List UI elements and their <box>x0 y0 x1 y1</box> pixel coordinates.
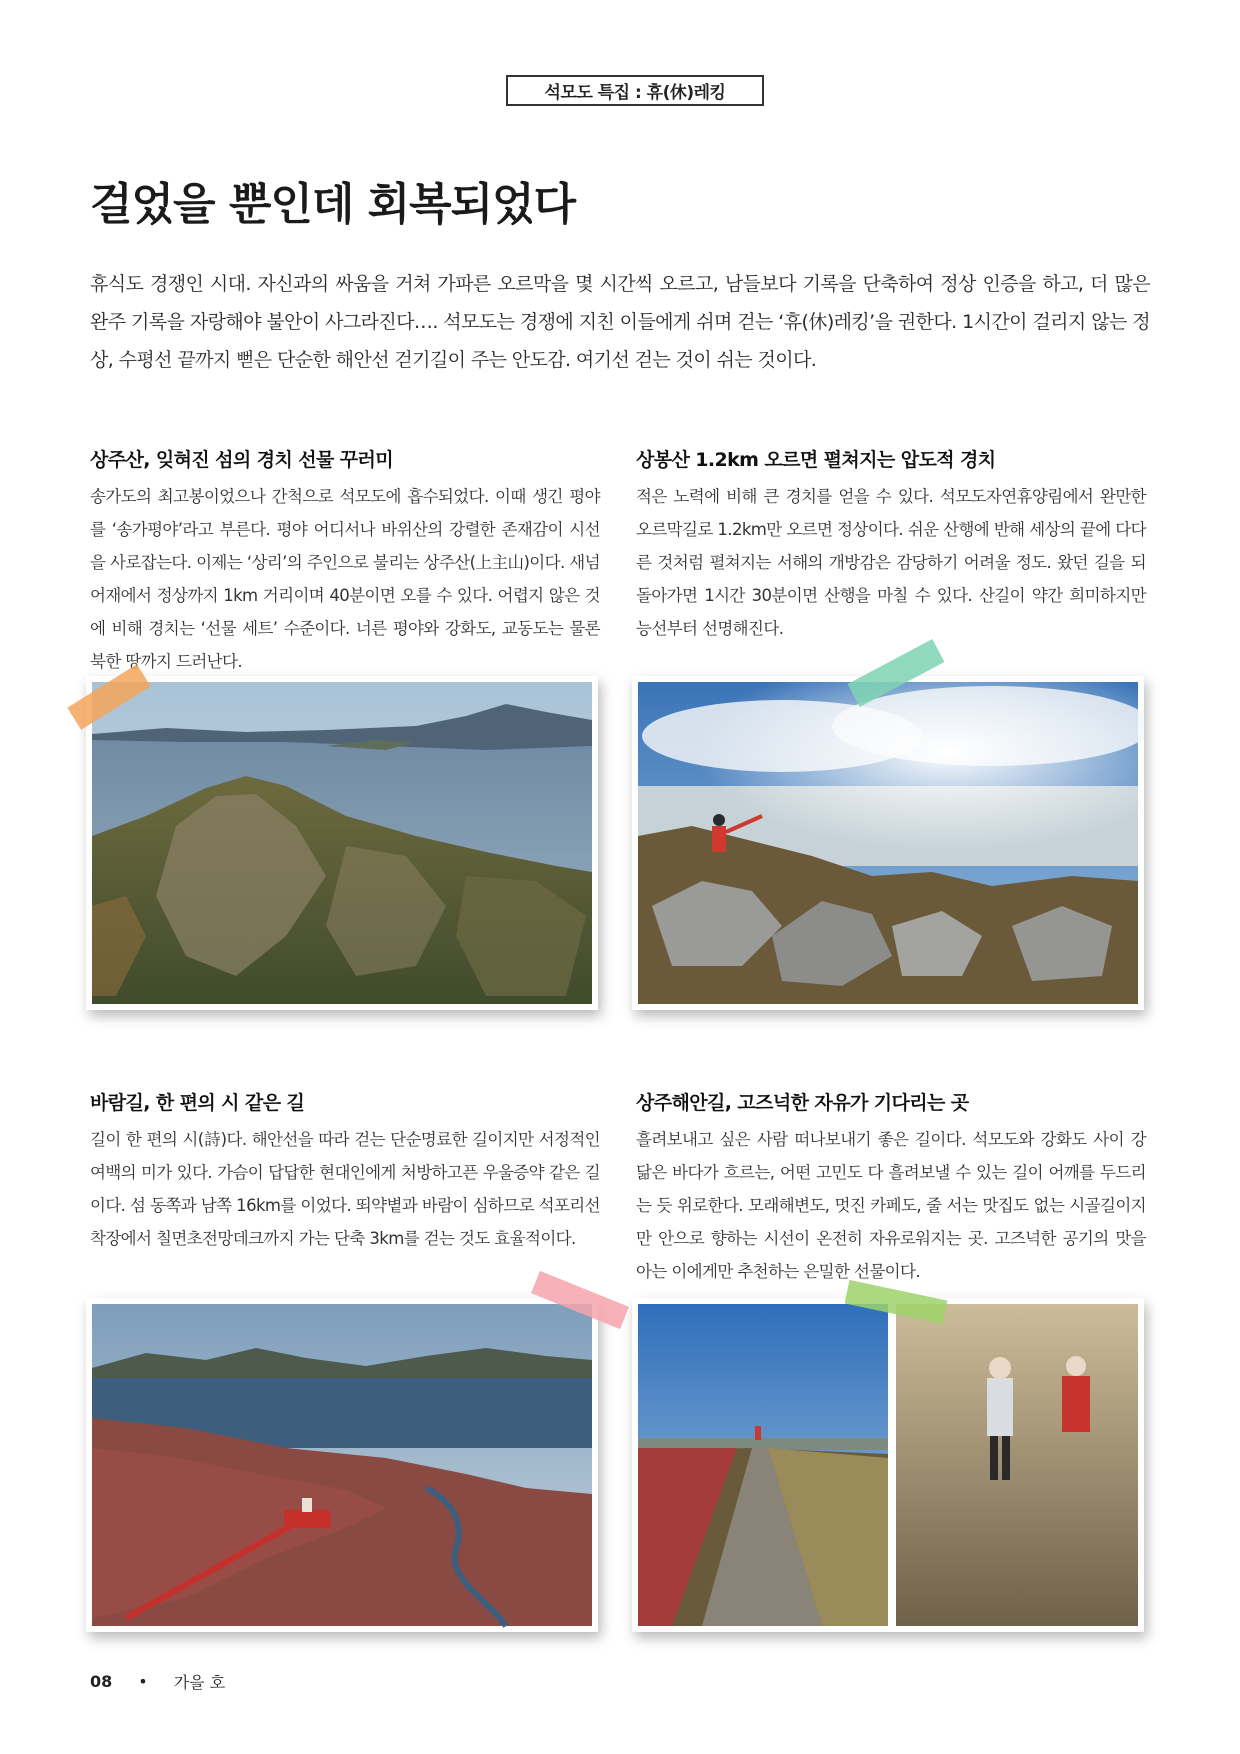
section-body: 길이 한 편의 시(詩)다. 해안선을 따라 걷는 단순명료한 길이지만 서정적인 여백의 미가 있다. 가슴이 답답한 현대인에게 처방하고픈 우울증약 같은 길이다. 섬 동쪽과 남쪽 16km를 이었다. 뙤약볕과 바람이 심하므로 석포리선착장에서 칠면초전망데크까지 가는 단축 3km를 걷는 것도 효율적이다. <box>90 1130 600 1248</box>
page-number: 08 <box>90 1672 113 1691</box>
section-body: 적은 노력에 비해 큰 경치를 얻을 수 있다. 석모도자연휴양림에서 완만한 오르막길로 1.2km만 오르면 정상이다. 쉬운 산행에 반해 세상의 끝에 다다른 것처럼 펼쳐지는 서해의 개방감은 감당하기 어려울 정도. 왔던 길을 되돌아가면 1시간 30분이면 산행을 마칠 수 있다. 산길이 약간 희미하지만 능선부터 선명해진다. <box>636 487 1146 638</box>
section-sangjusan <box>90 445 600 678</box>
photo-sangbongsan-image <box>632 676 1144 1010</box>
section-sangbongsan <box>636 445 1146 645</box>
photo-sangjusan-image <box>86 676 598 1010</box>
intro-paragraph: 휴식도 경쟁인 시대. 자신과의 싸움을 거쳐 가파른 오르막을 몇 시간씩 오르고, 남들보다 기록을 단축하여 정상 인증을 하고, 더 많은 완주 기록을 자랑해야 불안이 사그라진다…. 석모도는 경쟁에 지친 이들에게 쉬며 걷는 ‘휴(休)레킹’을 권한다. 1시간이 걸리지 않는 정상, 수평선 끝까지 뻗은 단순한 해안선 걷기길이 주는 안도감. 여기선 걷는 것이 쉬는 것이다. <box>90 273 1150 371</box>
section-sangju-coast <box>636 1088 1146 1288</box>
footer-separator: • <box>138 1672 148 1691</box>
photo-sangbongsan <box>632 676 1144 1010</box>
page-title: 걸었을 뿐인데 회복되었다 <box>90 179 576 230</box>
section-baramgil <box>90 1088 600 1255</box>
section-body: 송가도의 최고봉이었으나 간척으로 석모도에 흡수되었다. 이때 생긴 평야를 ‘송가평야’라고 부른다. 평야 어디서나 바위산의 강렬한 존재감이 시선을 사로잡는다. 이제는 ‘상리’의 주인으로 불리는 상주산(上主山)이다. 새넘어재에서 정상까지 1km 거리이며 40분이면 오를 수 있다. 어렵지 않은 것에 비해 경치는 ‘선물 세트’ 수준이다. 너른 평야와 강화도, 교동도는 물론 북한 땅까지 드러난다. <box>90 487 600 671</box>
photo-sangju-coast-image <box>632 1298 1144 1632</box>
section-heading: 상주산, 잊혀진 섬의 경치 선물 꾸러미 <box>90 449 394 471</box>
photo-baramgil-image <box>86 1298 598 1632</box>
section-heading: 바람길, 한 편의 시 같은 길 <box>90 1092 305 1114</box>
section-label: 석모도 특집 : 휴(休)레킹 <box>506 75 764 106</box>
section-heading: 상주해안길, 고즈넉한 자유가 기다리는 곳 <box>636 1092 969 1114</box>
section-body: 흘려보내고 싶은 사람 떠나보내기 좋은 길이다. 석모도와 강화도 사이 강 닮은 바다가 흐르는, 어떤 고민도 다 흘려보낼 수 있는 길이 어깨를 두드리는 듯 위로한다. 모래해변도, 멋진 카페도, 줄 서는 맛집도 없는 시골길이지만 안으로 향하는 시선이 온전히 자유로워지는 곳. 고즈넉한 공기의 맛을 아는 이에게만 추천하는 은밀한 선물이다. <box>636 1130 1146 1281</box>
section-heading: 상봉산 1.2km 오르면 펼쳐지는 압도적 경치 <box>636 449 996 471</box>
photo-baramgil <box>86 1298 598 1632</box>
photo-sangju-coast <box>632 1298 1144 1632</box>
issue-label: 가을 호 <box>173 1673 226 1692</box>
photo-sangjusan <box>86 676 598 1010</box>
page-footer <box>90 1670 225 1693</box>
